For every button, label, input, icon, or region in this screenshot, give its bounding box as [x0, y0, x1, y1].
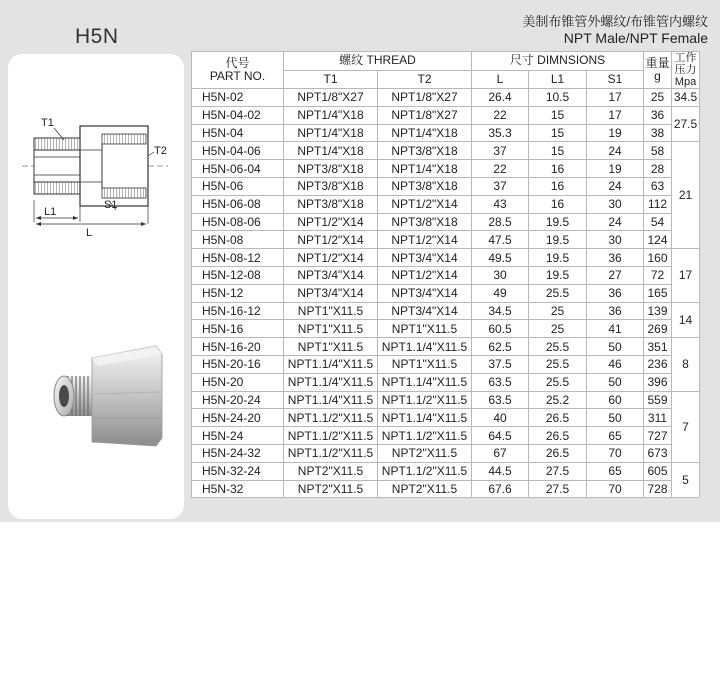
cell-s1: 36 [587, 249, 644, 267]
cell-l: 37 [472, 142, 529, 160]
cell-l1: 19.5 [529, 231, 587, 249]
cell-s1: 17 [587, 106, 644, 124]
table-row [192, 284, 700, 302]
cell-l1: 15 [529, 124, 587, 142]
cell-code: H5N-32-24 [192, 462, 284, 480]
table-row [192, 391, 700, 409]
header-pressure [672, 52, 700, 89]
cell-code: H5N-06-04 [192, 160, 284, 178]
cell-pressure: 34.5 [672, 89, 700, 107]
cell-l: 49 [472, 284, 529, 302]
cell-s1: 50 [587, 338, 644, 356]
cell-code: H5N-04-02 [192, 106, 284, 124]
cell-l: 43 [472, 195, 529, 213]
cell-pressure: 21 [672, 142, 700, 249]
cell-l: 26.4 [472, 89, 529, 107]
header-l1: L1 [529, 70, 587, 89]
cell-t2: NPT3/4"X14 [378, 249, 472, 267]
cell-l: 30 [472, 266, 529, 284]
cell-s1: 30 [587, 231, 644, 249]
cell-t1: NPT3/8"X18 [284, 195, 378, 213]
cell-code: H5N-12-08 [192, 266, 284, 284]
cell-t1: NPT2"X11.5 [284, 462, 378, 480]
cell-t1: NPT1/2"X14 [284, 231, 378, 249]
technical-drawing [8, 54, 184, 519]
cell-s1: 70 [587, 444, 644, 462]
header-s1: S1 [587, 70, 644, 89]
model-code: H5N [75, 25, 119, 48]
cell-weight: 351 [644, 338, 672, 356]
cell-l: 22 [472, 160, 529, 178]
cell-l: 44.5 [472, 462, 529, 480]
cell-t2: NPT1/2"X14 [378, 266, 472, 284]
cell-weight: 63 [644, 177, 672, 195]
table-row [192, 444, 700, 462]
table-row [192, 106, 700, 124]
cell-t2: NPT1.1/2"X11.5 [378, 462, 472, 480]
cell-weight: 269 [644, 320, 672, 338]
cell-s1: 24 [587, 213, 644, 231]
header-pressure-unit: Mpa [674, 76, 697, 88]
cell-weight: 605 [644, 462, 672, 480]
cell-l1: 25.5 [529, 355, 587, 373]
table-row [192, 266, 700, 284]
cell-code: H5N-20 [192, 373, 284, 391]
cell-s1: 27 [587, 266, 644, 284]
cell-t1: NPT1.1/2"X11.5 [284, 444, 378, 462]
header-dimensions: 尺寸 DIMNSIONS [472, 52, 644, 71]
cell-pressure: 14 [672, 302, 700, 338]
cell-weight: 112 [644, 195, 672, 213]
cell-l: 67.6 [472, 480, 529, 498]
table-row [192, 142, 700, 160]
table-row [192, 213, 700, 231]
table-row [192, 302, 700, 320]
cell-s1: 36 [587, 284, 644, 302]
cell-l1: 19.5 [529, 213, 587, 231]
cell-weight: 124 [644, 231, 672, 249]
cell-t1: NPT1/4"X18 [284, 124, 378, 142]
cell-t2: NPT1/2"X14 [378, 231, 472, 249]
table-row [192, 177, 700, 195]
header-pressure-cn1: 工作 [674, 52, 697, 64]
cell-code: H5N-16-20 [192, 338, 284, 356]
cell-code: H5N-32 [192, 480, 284, 498]
cell-code: H5N-12 [192, 284, 284, 302]
cell-t1: NPT1.1/2"X11.5 [284, 427, 378, 445]
cell-code: H5N-04-06 [192, 142, 284, 160]
cell-l1: 16 [529, 177, 587, 195]
cell-s1: 17 [587, 89, 644, 107]
cell-pressure: 7 [672, 391, 700, 462]
cell-s1: 65 [587, 427, 644, 445]
cell-l: 47.5 [472, 231, 529, 249]
cell-code: H5N-04 [192, 124, 284, 142]
cell-t2: NPT1"X11.5 [378, 355, 472, 373]
cell-code: H5N-20-16 [192, 355, 284, 373]
header-weight-unit: g [654, 69, 661, 83]
cell-l: 64.5 [472, 427, 529, 445]
cell-l: 34.5 [472, 302, 529, 320]
cell-s1: 65 [587, 462, 644, 480]
cell-weight: 311 [644, 409, 672, 427]
cell-t1: NPT1.1/4"X11.5 [284, 355, 378, 373]
cell-t2: NPT1.1/2"X11.5 [378, 427, 472, 445]
table-row [192, 320, 700, 338]
cell-code: H5N-08-06 [192, 213, 284, 231]
cell-l: 35.3 [472, 124, 529, 142]
cell-l: 28.5 [472, 213, 529, 231]
cell-code: H5N-20-24 [192, 391, 284, 409]
table-row [192, 373, 700, 391]
table-row [192, 480, 700, 498]
table-row [192, 124, 700, 142]
cell-t1: NPT1/4"X18 [284, 142, 378, 160]
cell-pressure: 8 [672, 338, 700, 391]
cell-code: H5N-08-12 [192, 249, 284, 267]
table-row [192, 355, 700, 373]
cell-l1: 19.5 [529, 266, 587, 284]
cell-s1: 41 [587, 320, 644, 338]
header-t1: T1 [284, 70, 378, 89]
drawing-card [8, 54, 184, 519]
cell-t2: NPT3/8"X18 [378, 177, 472, 195]
cell-weight: 54 [644, 213, 672, 231]
cell-s1: 36 [587, 302, 644, 320]
cell-l1: 25 [529, 320, 587, 338]
table-row [192, 409, 700, 427]
cell-t2: NPT1.1/2"X11.5 [378, 391, 472, 409]
cell-code: H5N-24 [192, 427, 284, 445]
cell-t1: NPT1"X11.5 [284, 302, 378, 320]
cell-t2: NPT1/4"X18 [378, 160, 472, 178]
header-part-no [192, 52, 284, 89]
cell-s1: 60 [587, 391, 644, 409]
cell-t1: NPT1/2"X14 [284, 249, 378, 267]
spec-table-body [192, 89, 700, 498]
cell-l1: 27.5 [529, 480, 587, 498]
cell-t1: NPT1/8"X27 [284, 89, 378, 107]
cell-code: H5N-06-08 [192, 195, 284, 213]
cell-l1: 25.5 [529, 373, 587, 391]
cell-t1: NPT2"X11.5 [284, 480, 378, 498]
product-title [522, 13, 708, 47]
t1-label: T1 [41, 117, 54, 129]
cell-s1: 24 [587, 177, 644, 195]
cell-weight: 559 [644, 391, 672, 409]
header-thread: 螺纹 THREAD [284, 52, 472, 71]
cell-s1: 50 [587, 409, 644, 427]
cell-l1: 19.5 [529, 249, 587, 267]
cell-code: H5N-16 [192, 320, 284, 338]
cell-l1: 26.5 [529, 444, 587, 462]
cell-l1: 15 [529, 142, 587, 160]
cell-pressure: 27.5 [672, 106, 700, 142]
cell-l: 22 [472, 106, 529, 124]
cell-l1: 10.5 [529, 89, 587, 107]
table-row [192, 89, 700, 107]
cell-l1: 25.5 [529, 338, 587, 356]
s1-label: S1 [104, 199, 118, 211]
header-l: L [472, 70, 529, 89]
cell-weight: 396 [644, 373, 672, 391]
l1-label: L1 [44, 206, 57, 218]
header-weight-cn: 重量 [645, 56, 670, 70]
header-t2: T2 [378, 70, 472, 89]
cell-t2: NPT3/4"X14 [378, 302, 472, 320]
cell-t1: NPT1.1/4"X11.5 [284, 373, 378, 391]
cell-l1: 27.5 [529, 462, 587, 480]
cell-t1: NPT1.1/2"X11.5 [284, 409, 378, 427]
spec-table [191, 51, 700, 498]
cell-weight: 58 [644, 142, 672, 160]
cell-code: H5N-02 [192, 89, 284, 107]
cell-t1: NPT3/8"X18 [284, 177, 378, 195]
cell-weight: 38 [644, 124, 672, 142]
cell-s1: 50 [587, 373, 644, 391]
cell-l: 62.5 [472, 338, 529, 356]
cell-weight: 25 [644, 89, 672, 107]
cell-l: 60.5 [472, 320, 529, 338]
table-row [192, 338, 700, 356]
cell-t2: NPT3/8"X18 [378, 213, 472, 231]
cell-l: 37 [472, 177, 529, 195]
cell-t2: NPT1"X11.5 [378, 320, 472, 338]
cell-l: 37.5 [472, 355, 529, 373]
cell-t1: NPT3/4"X14 [284, 266, 378, 284]
cell-weight: 727 [644, 427, 672, 445]
table-row [192, 249, 700, 267]
cell-l: 67 [472, 444, 529, 462]
fitting-photo [54, 346, 162, 446]
table-row [192, 231, 700, 249]
cell-l1: 26.5 [529, 409, 587, 427]
cell-t2: NPT2"X11.5 [378, 444, 472, 462]
cell-l: 49.5 [472, 249, 529, 267]
header-weight [644, 52, 672, 89]
cell-weight: 165 [644, 284, 672, 302]
cell-t2: NPT2"X11.5 [378, 480, 472, 498]
cell-code: H5N-24-32 [192, 444, 284, 462]
cell-code: H5N-16-12 [192, 302, 284, 320]
cell-weight: 236 [644, 355, 672, 373]
cell-t2: NPT1/8"X27 [378, 106, 472, 124]
cell-t2: NPT1.1/4"X11.5 [378, 338, 472, 356]
cell-l1: 25.2 [529, 391, 587, 409]
cell-l: 63.5 [472, 391, 529, 409]
cell-t2: NPT1.1/4"X11.5 [378, 409, 472, 427]
table-row [192, 160, 700, 178]
cell-weight: 160 [644, 249, 672, 267]
cell-s1: 70 [587, 480, 644, 498]
table-row [192, 427, 700, 445]
cell-weight: 673 [644, 444, 672, 462]
cell-t1: NPT3/4"X14 [284, 284, 378, 302]
cell-weight: 28 [644, 160, 672, 178]
cell-weight: 72 [644, 266, 672, 284]
l-label: L [86, 227, 93, 239]
cell-t1: NPT1/2"X14 [284, 213, 378, 231]
t2-label: T2 [154, 145, 167, 157]
cell-l1: 16 [529, 195, 587, 213]
cell-s1: 19 [587, 124, 644, 142]
cell-t1: NPT1/4"X18 [284, 106, 378, 124]
cell-weight: 728 [644, 480, 672, 498]
cell-l: 63.5 [472, 373, 529, 391]
cell-t2: NPT1.1/4"X11.5 [378, 373, 472, 391]
cell-l1: 25.5 [529, 284, 587, 302]
cell-s1: 24 [587, 142, 644, 160]
cell-t2: NPT1/2"X14 [378, 195, 472, 213]
cell-pressure: 5 [672, 462, 700, 498]
header-part-no-en: PART NO. [209, 69, 266, 83]
cell-weight: 139 [644, 302, 672, 320]
cell-l1: 26.5 [529, 427, 587, 445]
cell-t2: NPT1/4"X18 [378, 124, 472, 142]
cell-s1: 30 [587, 195, 644, 213]
cell-t1: NPT3/8"X18 [284, 160, 378, 178]
header-part-no-cn: 代号 [225, 56, 250, 70]
cell-l1: 25 [529, 302, 587, 320]
cell-t1: NPT1"X11.5 [284, 320, 378, 338]
cell-l1: 16 [529, 160, 587, 178]
cell-t1: NPT1.1/4"X11.5 [284, 391, 378, 409]
cell-t2: NPT3/4"X14 [378, 284, 472, 302]
cell-t2: NPT3/8"X18 [378, 142, 472, 160]
cell-code: H5N-08 [192, 231, 284, 249]
title-english: NPT Male/NPT Female [563, 30, 708, 46]
cell-weight: 36 [644, 106, 672, 124]
cell-pressure: 17 [672, 249, 700, 302]
cell-s1: 46 [587, 355, 644, 373]
cell-l: 40 [472, 409, 529, 427]
cell-t1: NPT1"X11.5 [284, 338, 378, 356]
cell-s1: 19 [587, 160, 644, 178]
cell-t2: NPT1/8"X27 [378, 89, 472, 107]
header-pressure-cn2: 压力 [674, 64, 697, 76]
table-row [192, 195, 700, 213]
cell-code: H5N-06 [192, 177, 284, 195]
cell-code: H5N-24-20 [192, 409, 284, 427]
table-row [192, 462, 700, 480]
title-chinese: 美制布锥管外螺纹/布锥管内螺纹 [522, 14, 708, 29]
cell-l1: 15 [529, 106, 587, 124]
